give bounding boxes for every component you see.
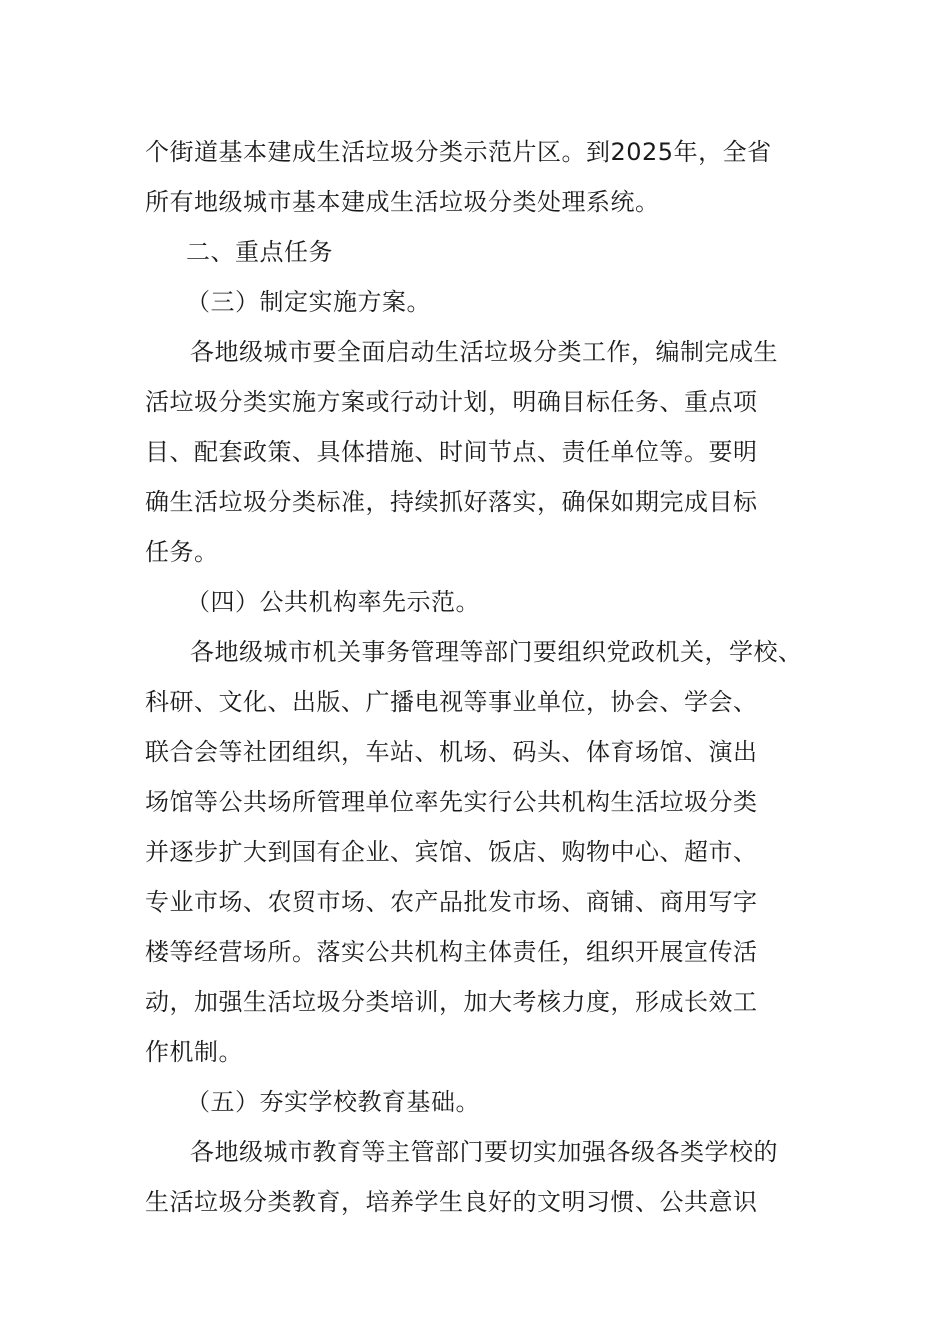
subsection-heading-3: （三）制定实施方案。	[186, 288, 431, 316]
paragraph-3-line-2: 生活垃圾分类教育，培养学生良好的文明习惯、公共意识	[145, 1188, 758, 1216]
text-line-1: 个街道基本建成生活垃圾分类示范片区。到2025年，全省	[145, 138, 772, 166]
paragraph-2-line-8: 动，加强生活垃圾分类培训，加大考核力度，形成长效工	[145, 988, 758, 1016]
paragraph-3-line-1: 各地级城市教育等主管部门要切实加强各级各类学校的	[190, 1138, 778, 1166]
subsection-heading-5: （五）夯实学校教育基础。	[186, 1088, 480, 1116]
subsection-heading-4: （四）公共机构率先示范。	[186, 588, 480, 616]
paragraph-1-line-3: 目、配套政策、具体措施、时间节点、责任单位等。要明	[145, 438, 758, 466]
paragraph-1-line-4: 确生活垃圾分类标准，持续抓好落实，确保如期完成目标	[145, 488, 758, 516]
paragraph-2-line-6: 专业市场、农贸市场、农产品批发市场、商铺、商用写字	[145, 888, 758, 916]
paragraph-2-line-1: 各地级城市机关事务管理等部门要组织党政机关，学校、	[190, 638, 803, 666]
paragraph-1-line-2: 活垃圾分类实施方案或行动计划，明确目标任务、重点项	[145, 388, 758, 416]
paragraph-2-line-5: 并逐步扩大到国有企业、宾馆、饭店、购物中心、超市、	[145, 838, 758, 866]
paragraph-2-line-2: 科研、文化、出版、广播电视等事业单位，协会、学会、	[145, 688, 758, 716]
paragraph-2-line-9: 作机制。	[145, 1038, 243, 1066]
paragraph-1-line-1: 各地级城市要全面启动生活垃圾分类工作，编制完成生	[190, 338, 778, 366]
paragraph-2-line-3: 联合会等社团组织，车站、机场、码头、体育场馆、演出	[145, 738, 758, 766]
text-line-2: 所有地级城市基本建成生活垃圾分类处理系统。	[145, 188, 660, 216]
paragraph-2-line-7: 楼等经营场所。落实公共机构主体责任，组织开展宣传活	[145, 938, 758, 966]
paragraph-2-line-4: 场馆等公共场所管理单位率先实行公共机构生活垃圾分类	[145, 788, 758, 816]
paragraph-1-line-5: 任务。	[145, 538, 219, 566]
section-heading: 二、重点任务	[186, 238, 333, 266]
